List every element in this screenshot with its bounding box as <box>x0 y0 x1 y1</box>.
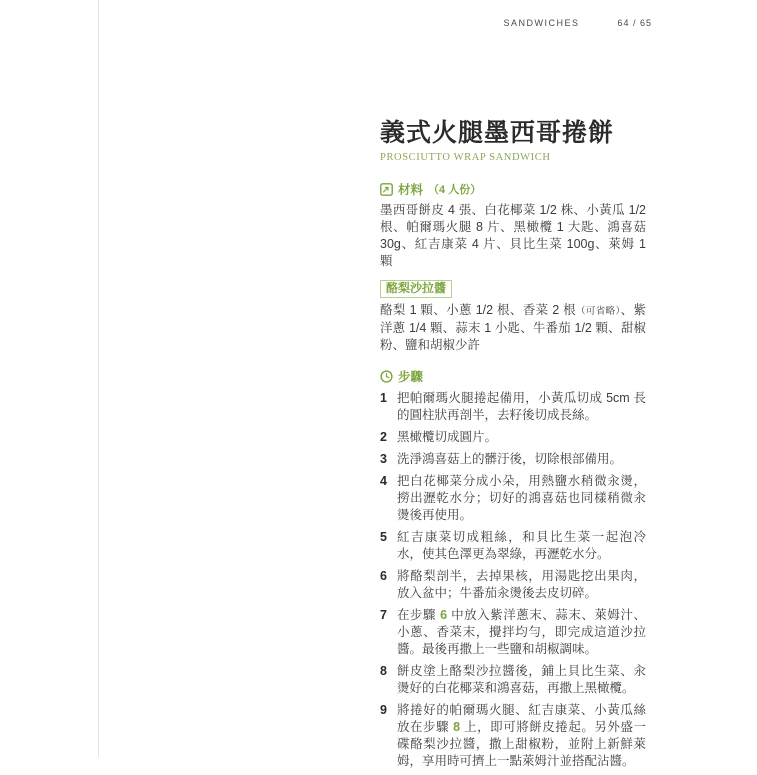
steps-label: 步驟 <box>398 370 424 385</box>
steps-list <box>380 390 646 770</box>
step-text <box>397 390 646 424</box>
step-text <box>397 663 646 697</box>
step-text <box>397 607 646 658</box>
text-segment: 黑橄欖切成圓片。 <box>397 430 498 445</box>
ingredients-label: 材料 <box>398 183 424 198</box>
step-number: 2 <box>380 430 387 445</box>
step-item <box>380 390 646 424</box>
page-numbers: 64 / 65 <box>617 18 652 28</box>
step-reference-number: 6 <box>440 608 448 623</box>
step-text <box>397 702 646 770</box>
step-number: 9 <box>380 703 387 718</box>
clock-icon <box>380 370 393 383</box>
step-number: 5 <box>380 530 387 545</box>
text-segment: 把帕爾瑪火腿捲起備用，小黃瓜切成 5cm 長的圓柱狀再剖半，去籽後切成長絲。 <box>397 391 646 423</box>
text-segment: 洗淨鴻喜菇上的髒汙後，切除根部備用。 <box>397 452 623 467</box>
text-segment: 、紫洋蔥 1/4 顆、蒜末 1 小匙、牛番茄 1/2 顆、甜椒粉、鹽和胡椒少許 <box>380 303 646 353</box>
step-item <box>380 702 646 770</box>
salsa-ingredients-text <box>380 302 646 354</box>
text-segment: 在步驟 <box>397 608 441 623</box>
text-segment: 紅吉康菜切成粗絲，和貝比生菜一起泡冷水，使其色澤更為翠綠，再瀝乾水分。 <box>397 530 646 562</box>
step-item <box>380 529 646 563</box>
salsa-label: 酪梨沙拉醬 <box>380 280 452 298</box>
step-number: 1 <box>380 391 387 406</box>
step-text <box>397 568 646 602</box>
step-item <box>380 568 646 602</box>
recipe-title: 義式火腿墨西哥捲餅 <box>380 119 615 147</box>
text-segment: 將酪梨剖半，去掉果核，用湯匙挖出果肉，放入盆中；牛番茄汆燙後去皮切碎。 <box>397 569 646 601</box>
step-item <box>380 429 646 446</box>
text-segment: 中放入紫洋蔥末、蒜末、萊姆汁、小蔥、香菜末，攪拌均勻，即完成這道沙拉醬。最後再撒上一些鹽和胡椒調味。 <box>397 608 646 657</box>
text-segment: 上，即可將餅皮捲起。另外盛一碟酪梨沙拉醬，撒上甜椒粉，並附上新鮮萊姆，享用時可擠上一點萊姆汁並搭配沾醬。 <box>397 720 646 769</box>
recipe-content <box>380 118 646 775</box>
servings-label: （4 人份） <box>428 184 482 197</box>
ingredients-header <box>380 180 646 198</box>
step-number: 7 <box>380 608 387 623</box>
step-item <box>380 607 646 658</box>
step-item <box>380 451 646 468</box>
step-text <box>397 473 646 524</box>
step-item <box>380 663 646 697</box>
step-number: 4 <box>380 474 387 489</box>
vegetable-box-icon <box>380 183 393 196</box>
step-number: 6 <box>380 569 387 584</box>
ingredients-text: 墨西哥餅皮 4 張、白花椰菜 1/2 株、小黃瓜 1/2 根、帕爾瑪火腿 8 片、黑橄欖 1 大匙、鴻喜菇 30g、紅吉康菜 4 片、貝比生菜 100g、萊姆 1 顆 <box>380 203 646 269</box>
text-segment: （可省略） <box>575 306 621 318</box>
step-item <box>380 473 646 524</box>
text-segment: 酪梨 1 顆、小蔥 1/2 根、香菜 2 根 <box>380 303 576 318</box>
steps-header <box>380 367 646 385</box>
page-header <box>503 18 652 28</box>
recipe-subtitle: PROSCIUTTO WRAP SANDWICH <box>380 152 551 164</box>
text-segment: 餅皮塗上酪梨沙拉醬後，鋪上貝比生菜、汆燙好的白花椰菜和鴻喜菇，再撒上黑橄欖。 <box>397 664 646 696</box>
text-segment: 將捲好的帕爾瑪火腿、紅吉康菜、小黃瓜絲放在步驟 <box>397 703 646 735</box>
page-gutter-line <box>98 0 99 757</box>
step-number: 3 <box>380 452 387 467</box>
step-text <box>397 429 646 446</box>
text-segment: 把白花椰菜分成小朵，用熱鹽水稍微汆燙，撈出瀝乾水分；切好的鴻喜菇也同樣稍微汆燙後再使用。 <box>397 474 646 523</box>
step-number: 8 <box>380 664 387 679</box>
chapter-label: SANDWICHES <box>503 18 580 28</box>
step-text <box>397 529 646 563</box>
step-text <box>397 451 646 468</box>
step-reference-number: 8 <box>453 720 461 735</box>
